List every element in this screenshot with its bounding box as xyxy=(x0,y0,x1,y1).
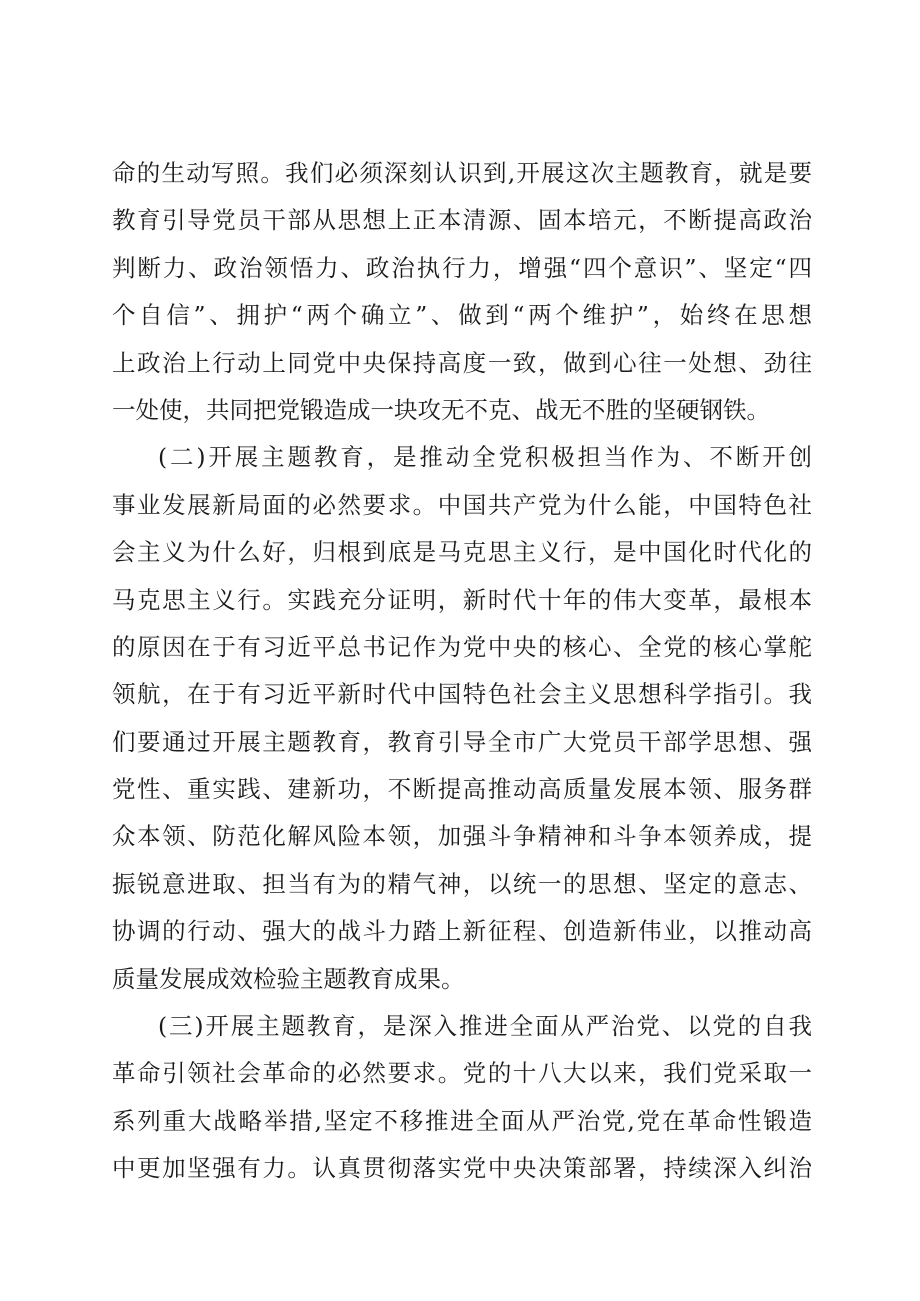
text-line: 系列重大战略举措,坚定不移推进全面从严治党,党在革命性锻造 xyxy=(112,1106,812,1135)
body-text xyxy=(112,150,812,1193)
text-line: (三)开展主题教育，是深入推进全面从严治党、以党的自我 xyxy=(158,1012,812,1041)
text-line: 们要通过开展主题教育，教育引导全市广大党员干部学思想、强 xyxy=(112,727,812,756)
text-line: 事业发展新局面的必然要求。中国共产党为什么能，中国特色社 xyxy=(112,490,812,519)
text-line: 的原因在于有习近平总书记作为党中央的核心、全党的核心掌舵 xyxy=(112,632,812,661)
text-line: 教育引导党员干部从思想上正本清源、固本培元，不断提高政治 xyxy=(112,206,812,235)
text-line: 判断力、政治领悟力、政治执行力，增强“四个意识”、坚定“四 xyxy=(112,253,812,282)
text-line: 一处使，共同把党锻造成一块攻无不克、战无不胜的坚硬钢铁。 xyxy=(112,395,770,424)
text-line: 中更加坚强有力。认真贯彻落实党中央决策部署，持续深入纠治 xyxy=(112,1154,812,1183)
text-line: 众本领、防范化解风险本领，加强斗争精神和斗争本领养成，提 xyxy=(112,822,812,851)
text-line: 协调的行动、强大的战斗力踏上新征程、创造新伟业，以推动高 xyxy=(112,917,812,946)
text-line: (二)开展主题教育，是推动全党积极担当作为、不断开创 xyxy=(158,443,812,472)
text-line: 命的生动写照。我们必须深刻认识到,开展这次主题教育，就是要 xyxy=(112,159,812,187)
text-line: 领航，在于有习近平新时代中国特色社会主义思想科学指引。我 xyxy=(112,680,812,709)
text-line: 质量发展成效检验主题教育成果。 xyxy=(112,964,465,993)
text-line: 振锐意进取、担当有为的精气神，以统一的思想、坚定的意志、 xyxy=(112,869,812,898)
text-line: 会主义为什么好，归根到底是马克思主义行，是中国化时代化的 xyxy=(112,538,812,567)
text-line: 党性、重实践、建新功，不断提高推动高质量发展本领、服务群 xyxy=(112,775,812,804)
text-line: 上政治上行动上同党中央保持高度一致，做到心往一处想、劲往 xyxy=(112,348,812,377)
text-line: 革命引领社会革命的必然要求。党的十八大以来，我们党采取一 xyxy=(112,1059,812,1088)
text-line: 马克思主义行。实践充分证明，新时代十年的伟大变革，最根本 xyxy=(112,585,812,614)
text-line: 个自信”、拥护“两个确立”、做到“两个维护”，始终在思想 xyxy=(112,301,812,330)
